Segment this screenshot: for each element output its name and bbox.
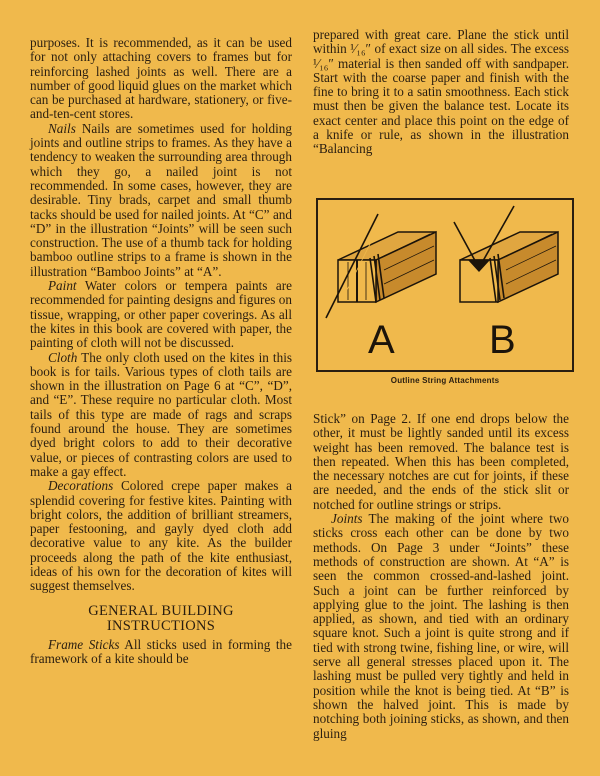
right-column-top [313,28,569,157]
text-frame-sticks: All sticks used in forming the framework of a kite should be [30,636,292,666]
left-column [30,36,292,666]
section-heading [30,604,292,634]
runin-frame-sticks: Frame Sticks [48,636,120,652]
figure-caption: Outline String Attachments [390,376,500,385]
illustration-stick-ends [318,200,572,370]
paragraph-stick-preparation: prepared with great care. Plane the stick until within ¹⁄₁₆″ of exact size on all sides. The excess ¹⁄₁₆″ material is then sanded off with sandpaper. Start with the coarse paper and finish with the fine to bring it to a satin smoothness. Each stick must then be given the balance test. Locate its exact center and place this point on the edge of a knife or rule, as shown in the illustration “Balancing [313,27,569,157]
stick-a-drawing [326,214,436,318]
paragraph-joints [313,512,569,741]
runin-cloth: Cloth [48,349,78,365]
paragraph-cloth [30,351,292,480]
section-heading-line1: GENERAL BUILDING [88,602,234,619]
text-paint: Water colors or tempera paints are recommended for painting designs and figures on tissue, wrapping, or other paper coverings. As all the kites in this book are covered with paper, the painting of cloth will not be discussed. [30,278,292,351]
figure-label-b: B [489,318,516,362]
text-joints: The making of the joint where two sticks cross each other can be done by two methods. On Page 3 under “Joints” these methods of construction are shown. At “A” is seen the common crossed-and-lashed joint. Such a joint can be further reinforced by applying glue to the joint. The lashing is then applied, as shown, and tied with an ordinary square knot. Such a joint is quite strong and if tied with strong twine, fishing line, or wire, will serve all general stresses placed upon it. The lashing must be pulled very tightly and held in position while the knot is being tied. At “B” is shown the halved joint. This is made by notching both joining sticks, as shown, and then gluing [313,511,569,741]
paragraph-frame-sticks [30,638,292,667]
right-column-bottom [313,412,569,741]
runin-paint: Paint [48,278,77,294]
stick-b-drawing [454,206,558,302]
paragraph-balance-test: Stick” on Page 2. If one end drops below the other, it must be lightly sanded until its excess weight has been removed. The balance test is then repeated. When this has been completed, the necessary notches are cut for joints, if these are needed, and the ends of the stick slit or notched for outline strings or strips. [313,411,569,512]
section-heading-line2: INSTRUCTIONS [106,617,216,634]
figure-frame [316,198,574,372]
runin-nails: Nails [48,120,76,136]
paragraph-decorations [30,479,292,593]
paragraph-paint [30,279,292,350]
runin-joints: Joints [331,511,363,527]
text-nails: Nails are sometimes used for holding joints and outline strips to frames. As they have a tendency to weaken the surrounding area through which they go, a nailed joint is not recommended. In some cases, however, they are desirable. Tiny brads, carpet and small thumb tacks should be used for nailed joints. At “C” and “D” in the illustration “Joints” will be seen such construction. The use of a thumb tack for holding bamboo outline strips to a frame is shown in the illustration “Bamboo Joints” at “A”. [30,120,292,279]
text-cloth: The only cloth used on the kites in this book is for tails. Various types of cloth tails are shown in the illustration on Page 6 at “C”, “D”, and “E”. These require no particular cloth. Most tails of this type are made of rags and scraps found around the house. They are sometimes dyed bright colors to add to their decorative value, or pieces of contrasting colors are used to make a gay effect. [30,349,292,479]
figure-label-a: A [368,318,395,362]
figure-outline-string-attachments [316,198,574,396]
text-decorations: Colored crepe paper makes a splendid covering for festive kites. Painting with bright colors, the addition of brilliant streamers, paper festooning, and gayly dyed cloth add decorative value to any kite. As the builder proceeds along the path of the kite enthusiast, ideas of his own for the decoration of kites will suggest themselves. [30,478,292,594]
paragraph-glue-continued: purposes. It is recommended, as it can be used for not only attaching covers to frames but for reinforcing lashed joints as well. There are a number of good liquid glues on the market which can be purchased at hardware, stationery, or five-and-ten-cent stores. [30,35,292,122]
paragraph-nails [30,122,292,279]
runin-decorations: Decorations [48,478,114,494]
